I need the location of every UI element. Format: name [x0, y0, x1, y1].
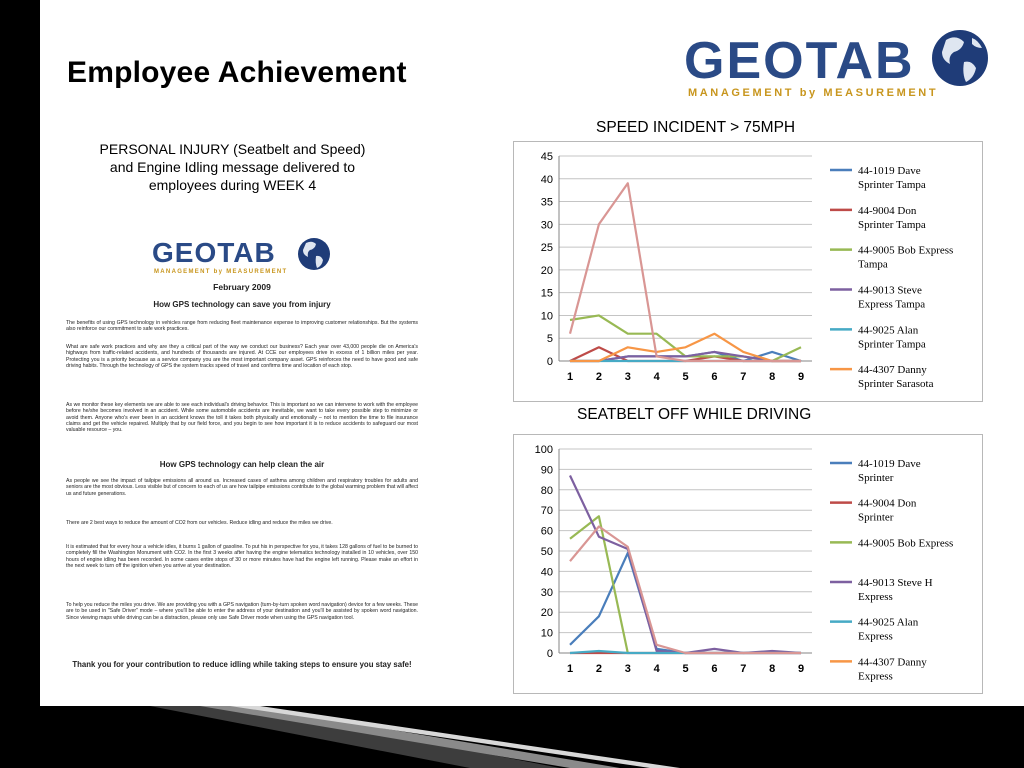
legend-label: Sprinter Sarasota	[858, 378, 934, 391]
legend-label: 44-1019 Dave	[858, 458, 921, 470]
legend-label: Express	[858, 630, 893, 643]
x-tick-label: 3	[624, 371, 631, 383]
newsletter-paragraph: To help you reduce the miles you drive. We are providing you with a GPS navigation (turn-by-turn spoken word navigation) device for a few weeks. These are to be used in "Safe Driver" mode – where you'll be able to enter the address of your destination and you'll be assisted by spoken word navigation. Since viewing maps while driving can be a distraction, please only use Safe Driver mode when using the GPS navigation tool.	[66, 602, 418, 621]
newsletter-heading-air: How GPS technology can help clean the air	[159, 460, 325, 469]
x-tick-label: 6	[711, 663, 718, 675]
y-tick-label: 40	[540, 566, 553, 579]
y-tick-label: 100	[534, 444, 553, 456]
globe-icon	[932, 30, 988, 86]
x-tick-label: 6	[711, 371, 718, 383]
x-tick-label: 7	[740, 371, 747, 383]
x-tick-label: 1	[566, 371, 574, 383]
logo-word: GEOTAB	[684, 32, 915, 90]
legend-label: 44-9005 Bob Express	[858, 537, 954, 550]
chart-svg-1	[514, 435, 982, 693]
logo-tagline: MANAGEMENT by MEASUREMENT	[688, 87, 939, 99]
legend-label: Express	[858, 670, 893, 683]
intro-line-2: and Engine Idling message delivered to	[109, 159, 356, 175]
y-tick-label: 15	[540, 287, 553, 300]
legend-label: 44-9025 Alan	[858, 324, 919, 337]
newsletter-paragraph: It is estimated that for every hour a vehicle idles, it burns 1 gallon of gasoline. To put his in perspective for you, it takes 128 gallons of fuel to be burned to completely fill the Washington Monument with CO2. In the first 3 weeks after having the engine telematics technology installed in 10 vehicles, over 150 hours of engine idling has been recorded. In some cases entire stops of 30 or more minutes have had the engine left running. Please make an effort in the next week to turn off the ignition when you arrive at your destination.	[66, 544, 418, 569]
y-tick-label: 30	[540, 219, 553, 232]
newsletter-thanks: Thank you for your contribution to reduce idling while taking steps to ensure you stay safe!	[72, 660, 412, 669]
y-tick-label: 10	[540, 627, 553, 640]
legend-label: Express Tampa	[858, 298, 926, 311]
seatbelt-chart-title: SEATBELT OFF WHILE DRIVING	[577, 406, 812, 423]
y-tick-label: 0	[546, 648, 553, 660]
series-line-6	[570, 183, 801, 361]
x-tick-label: 8	[769, 663, 776, 675]
series-line-3	[570, 476, 801, 654]
y-tick-label: 50	[540, 546, 553, 558]
newsletter-logo-word: GEOTAB	[152, 237, 276, 268]
newsletter-paragraph: What are safe work practices and why are they a critical part of the way we conduct our business? Each year over 43,000 people die on America's highways from traffic-related accidents, and hundreds of thousands are injured. At CCE our employees drive in excess of 1 billion miles per year. Protecting you is a priority because as a service company you are the most important company asset. GPS reinforces the need to have good and safe driving habits. Through the technology of GPS the system tracks speed of travel and confirms time and location of each stop.	[66, 344, 418, 369]
seatbelt-chart	[513, 434, 983, 694]
legend-label: Sprinter Tampa	[858, 338, 926, 351]
newsletter-paragraph: There are 2 best ways to reduce the amount of CO2 from our vehicles. Reduce idling and reduce the miles we drive.	[66, 520, 333, 526]
x-tick-label: 3	[624, 663, 631, 675]
x-tick-label: 9	[797, 663, 805, 675]
y-tick-label: 90	[540, 464, 553, 477]
x-tick-label: 7	[740, 663, 747, 675]
legend-label: Sprinter	[858, 472, 894, 484]
y-tick-label: 20	[540, 264, 553, 277]
x-tick-label: 9	[797, 371, 805, 383]
x-tick-label: 8	[769, 371, 776, 383]
legend-label: 44-9005 Bob Express	[858, 244, 954, 257]
x-tick-label: 5	[682, 371, 689, 383]
geotab-logo	[684, 26, 994, 106]
legend-label: Sprinter Tampa	[858, 218, 926, 231]
y-tick-label: 45	[540, 151, 553, 163]
x-tick-label: 5	[682, 663, 689, 675]
newsletter-logo	[152, 234, 332, 278]
slide	[40, 0, 1024, 706]
intro-line-3: employees during WEEK 4	[148, 177, 317, 193]
y-tick-label: 20	[540, 607, 553, 620]
x-tick-label: 1	[566, 663, 574, 675]
y-tick-label: 70	[540, 505, 553, 518]
y-tick-label: 0	[546, 356, 553, 368]
y-tick-label: 30	[540, 586, 553, 599]
intro-line-1: PERSONAL INJURY (Seatbelt and Speed)	[99, 141, 366, 157]
newsletter-date: February 2009	[213, 282, 271, 292]
y-tick-label: 25	[540, 242, 553, 255]
newsletter-logo-tagline: MANAGEMENT by MEASUREMENT	[154, 269, 288, 275]
speed-incident-chart	[513, 141, 983, 402]
series-line-0	[570, 553, 801, 653]
x-tick-label: 4	[653, 663, 660, 675]
footer-decoration	[0, 706, 1024, 768]
legend-label: Express	[858, 591, 893, 603]
legend-label: Sprinter Tampa	[858, 179, 926, 191]
legend-label: 44-9004 Don	[858, 204, 917, 217]
newsletter-document	[62, 232, 422, 692]
newsletter-heading-injury: How GPS technology can save you from injury	[153, 300, 331, 309]
legend-label: Sprinter	[858, 511, 894, 524]
legend-label: 44-9013 Steve H	[858, 577, 933, 589]
x-tick-label: 2	[595, 371, 602, 383]
legend-label: 44-4307 Danny	[858, 656, 927, 669]
page-title: Employee Achievement	[67, 56, 407, 89]
y-tick-label: 60	[540, 525, 553, 538]
speed-chart-title: SPEED INCIDENT > 75MPH	[596, 119, 796, 136]
y-tick-label: 80	[540, 484, 553, 497]
newsletter-paragraph: As we monitor these key elements we are able to see each individual's driving behavior. This is important so we can intervene to work with the employee before he/she becomes involved in an accident. While some automobile accidents are inevitable, we want to take every possible step to minimize or avoid them. Anyone who's ever been in an accident knows the toll it takes both physically and emotionally – not to mention the time to file insurance claims and get the vehicle repaired. Multiply that by our field force, and you begin to see how important it is to reduce accidents to safeguard our most valuable resource – you.	[66, 402, 418, 434]
x-tick-label: 2	[595, 663, 602, 675]
legend-label: 44-9004 Don	[858, 497, 917, 510]
newsletter-paragraph: The benefits of using GPS technology in vehicles range from reducing fleet maintenance expense to improving customer relationships. But the systems also reinforce our commitment to safe work practices.	[66, 320, 418, 333]
x-tick-label: 4	[653, 371, 660, 383]
y-tick-label: 35	[540, 196, 553, 209]
legend-label: 44-9025 Alan	[858, 616, 919, 629]
globe-icon	[298, 238, 330, 270]
y-tick-label: 5	[546, 333, 553, 346]
intro-text	[80, 140, 385, 194]
chart-svg-0	[514, 142, 982, 401]
legend-label: 44-9013 Steve	[858, 284, 922, 297]
y-tick-label: 10	[540, 310, 553, 323]
y-tick-label: 40	[540, 173, 553, 186]
legend-label: 44-1019 Dave	[858, 165, 921, 177]
legend-label: Tampa	[858, 258, 888, 271]
legend-label: 44-4307 Danny	[858, 364, 927, 377]
newsletter-paragraph: As people we see the impact of tailpipe emissions all around us. Increased cases of asthma among children and respiratory troubles for adults and seniors are the most obvious. Less visible but of concern to each of us are how tailpipe emissions contribute to the global warming problem that will affect us and future generations.	[66, 478, 418, 497]
